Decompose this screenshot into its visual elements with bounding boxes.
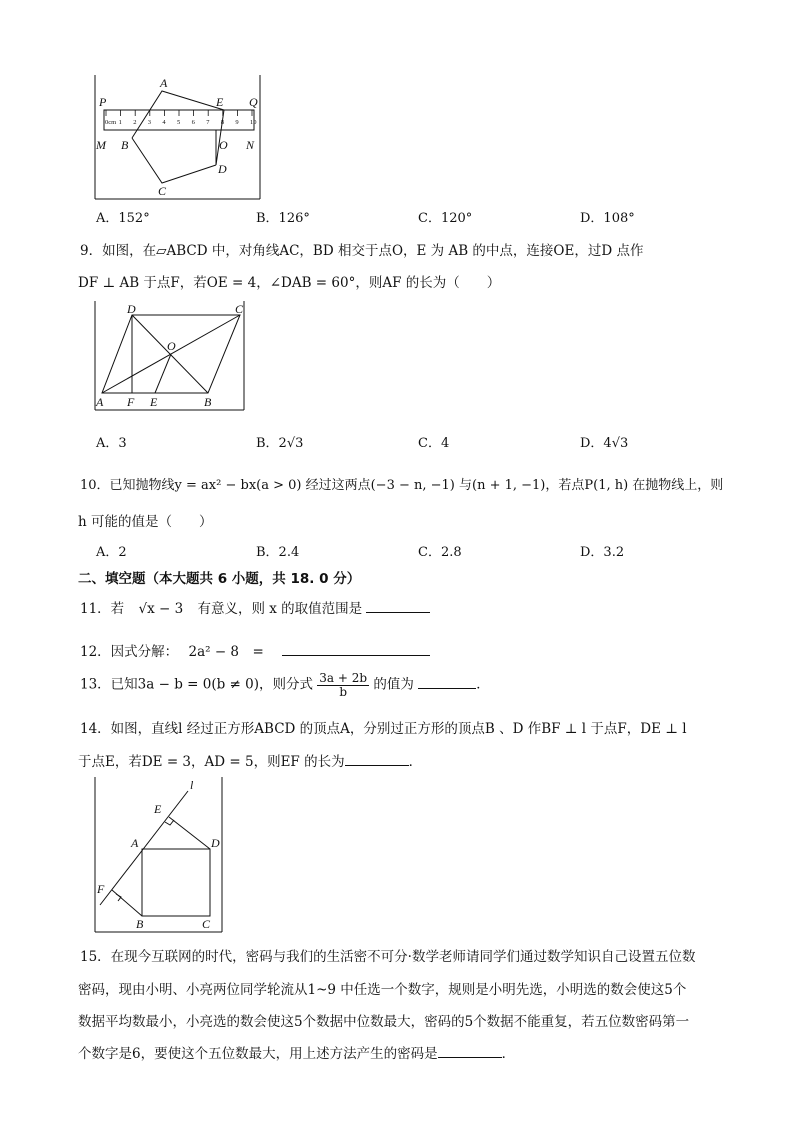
q13-fraction [317, 672, 369, 698]
label-D: D [127, 302, 136, 316]
q8-option-c[interactable]: C．120° [418, 211, 473, 226]
q9-text-line1: 9．如图，在▱ABCD 中，对角线AC，BD 相交于点O，E 为 AB 的中点，连接OE，过D 点作 [80, 243, 644, 259]
q11-expression: √x − 3 [138, 601, 184, 617]
label-B: B [121, 138, 129, 152]
q14-answer-blank[interactable] [345, 753, 409, 766]
label-C: C [158, 184, 167, 198]
q9-text-line2: DF ⊥ AB 于点F，若OE = 4，∠DAB = 60°，则AF 的长为（ ） [78, 275, 501, 291]
ruler-tick-label: 8 [220, 119, 225, 126]
label-E: E [216, 95, 224, 109]
q9-option-d[interactable]: D．4√3 [580, 436, 629, 451]
ruler-tick-label: 9 [235, 119, 239, 126]
q8-option-a[interactable]: A．152° [96, 211, 150, 226]
q11-line [80, 597, 430, 617]
q13-denominator: b [339, 684, 348, 699]
ruler-tick-label: 5 [177, 119, 181, 126]
label-l: l [190, 778, 194, 792]
section-title: 二、填空题（本大题共 6 小题，共 18. 0 分） [78, 571, 361, 587]
label-C: C [202, 917, 211, 931]
ruler-tick-label: 10 [250, 119, 257, 126]
q15-text-line1: 15．在现今互联网的时代，密码与我们的生活密不可分·数学老师请同学们通过数学知识自己设置五位数 [80, 949, 696, 965]
label-E: E [150, 395, 158, 409]
ruler-tick-label: 6 [191, 119, 195, 126]
q8-figure-svg [94, 75, 262, 200]
label-A: A [96, 395, 104, 409]
ruler-tick-label: 4 [162, 119, 166, 126]
q15-text-line4b: ． [501, 1046, 516, 1062]
q9-option-a[interactable]: A．3 [96, 436, 127, 451]
q12-prefix: 12．因式分解： [80, 644, 179, 660]
label-P: P [99, 95, 107, 109]
q14-text-line1: 14．如图，直线l 经过正方形ABCD 的顶点A，分别过正方形的顶点B 、D 作BF ⊥ l 于点F，DE ⊥ l [80, 721, 687, 737]
label-O: O [219, 138, 228, 152]
q10-option-b[interactable]: B．2.4 [256, 545, 300, 560]
q12-line [80, 640, 430, 660]
q13-end: ． [476, 676, 490, 693]
q14-figure-svg [94, 777, 224, 933]
label-N: N [246, 138, 255, 152]
ruler-tick-label: 1 [118, 119, 122, 126]
q11-suffix: 有意义，则 x 的取值范围是 [197, 601, 363, 617]
ruler-tick-label: 7 [206, 119, 210, 126]
q14-figure [94, 777, 224, 933]
q14-text-line2 [78, 750, 422, 770]
q9-option-b[interactable]: B．2√3 [256, 436, 304, 451]
label-D: D [218, 162, 227, 176]
q11-answer-blank[interactable] [366, 600, 430, 613]
label-E: E [154, 802, 162, 816]
label-O: O [167, 339, 176, 353]
ruler-tick-label: 2 [133, 119, 137, 126]
q14-text-line2a: 于点E，若DE = 3，AD = 5，则EF 的长为 [78, 754, 345, 770]
ruler-tick-label: 3 [147, 119, 152, 126]
q12-expression: 2a² − 8 = [188, 644, 278, 660]
q13-numerator: 3a + 2b [319, 671, 368, 685]
q13-answer-blank[interactable] [418, 676, 476, 689]
q8-option-d[interactable]: D．108° [580, 211, 635, 226]
q10-option-d[interactable]: D．3.2 [580, 545, 625, 560]
q10-option-a[interactable]: A．2 [96, 545, 127, 560]
q13-prefix: 13．已知3a − b = 0(b ≠ 0)，则分式 [80, 676, 313, 693]
q10-text-line1: 10．已知抛物线y = ax² − bx(a > 0) 经过这两点(−3 − n, −1) 与(n + 1, −1)，若点P(1, h) 在抛物线上，则 [80, 478, 724, 493]
q15-text-line3: 数据平均数最小，小亮选的数会使这5个数据中位数最大，密码的5个数据不能重复，若五位数密码第一 [78, 1014, 690, 1030]
q15-text-line2: 密码，现由小明、小亮两位同学轮流从1~9 中任选一个数字，规则是小明先选，小明选的数会使这5个 [78, 982, 687, 998]
q9-figure-svg [94, 301, 246, 411]
label-Q: Q [249, 95, 258, 109]
q12-answer-blank[interactable] [282, 643, 430, 656]
label-B: B [204, 395, 212, 409]
label-B: B [136, 917, 144, 931]
q9-option-c[interactable]: C．4 [418, 436, 450, 451]
q15-text-line4 [78, 1042, 515, 1062]
label-F: F [127, 395, 135, 409]
q13-suffix: 的值为 [373, 676, 414, 693]
q15-answer-blank[interactable] [438, 1045, 502, 1058]
q10-text-line2: h 可能的值是（ ） [78, 514, 213, 530]
q9-figure [94, 301, 246, 411]
label-F: F [97, 882, 105, 896]
q8-option-b[interactable]: B．126° [256, 211, 310, 226]
label-A: A [131, 836, 139, 850]
q11-prefix: 11．若 [80, 601, 125, 617]
q10-option-c[interactable]: C．2.8 [418, 545, 462, 560]
label-D: D [211, 836, 220, 850]
label-C: C [235, 302, 244, 316]
q8-figure [94, 75, 262, 200]
q15-text-line4a: 个数字是6，要使这个五位数最大，用上述方法产生的密码是 [78, 1046, 438, 1062]
label-M: M [96, 138, 106, 152]
q13-line [80, 672, 490, 698]
label-A: A [160, 76, 168, 90]
q14-text-line2b: ． [408, 754, 423, 770]
ruler-tick-label: 0cm [105, 119, 117, 126]
